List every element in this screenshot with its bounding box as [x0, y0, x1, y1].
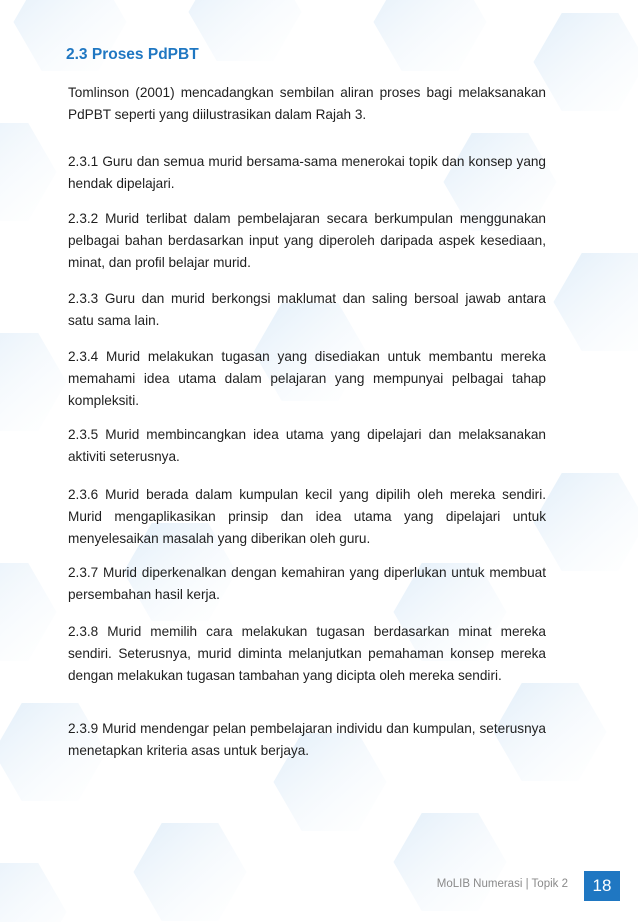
paragraph-2-3-9: 2.3.9 Murid mendengar pelan pembelajaran individu dan kumpulan, seterusnya menetapkan kriteria asas untuk berjaya.	[68, 721, 546, 758]
paragraph-2-3-8: 2.3.8 Murid memilih cara melakukan tugasan berdasarkan minat mereka sendiri. Seterusnya, murid diminta melanjutkan pemahaman konsep mereka dengan melakukan tugasan tambahan yang dicipta oleh mereka sendiri.	[68, 624, 546, 683]
paragraph-2-3-3: 2.3.3 Guru dan murid berkongsi maklumat dan saling bersoal jawab antara satu sama lain.	[68, 291, 546, 328]
paragraph-2-3-6: 2.3.6 Murid berada dalam kumpulan kecil yang dipilih oleh mereka sendiri. Murid mengaplikasikan prinsip dan idea utama yang dipelajari untuk menyelesaikan masalah yang diberikan oleh guru.	[68, 487, 546, 546]
paragraph-2-3-4: 2.3.4 Murid melakukan tugasan yang disediakan untuk membantu mereka memahami idea utama dalam pelajaran yang mempunyai pelbagai tahap kompleksiti.	[68, 349, 546, 408]
paragraph-2-3-5: 2.3.5 Murid membincangkan idea utama yang dipelajari dan melaksanakan aktiviti seterusnya.	[68, 427, 546, 464]
intro-paragraph: Tomlinson (2001) mencadangkan sembilan aliran proses bagi melaksanakan PdPBT seperti yang diilustrasikan dalam Rajah 3.	[68, 85, 546, 122]
section-heading: 2.3 Proses PdPBT	[66, 46, 199, 63]
paragraph-2-3-1: 2.3.1 Guru dan semua murid bersama-sama menerokai topik dan konsep yang hendak dipelajari.	[68, 154, 546, 191]
paragraph-2-3-2: 2.3.2 Murid terlibat dalam pembelajaran secara berkumpulan menggunakan pelbagai bahan berdasarkan input yang diperoleh daripada aspek kesediaan, minat, dan profil belajar murid.	[68, 211, 546, 270]
page-number-badge: 18	[584, 871, 620, 901]
paragraph-2-3-7: 2.3.7 Murid diperkenalkan dengan kemahiran yang diperlukan untuk membuat persembahan hasil kerja.	[68, 565, 546, 602]
footer-label: MoLIB Numerasi | Topik 2	[436, 878, 568, 890]
